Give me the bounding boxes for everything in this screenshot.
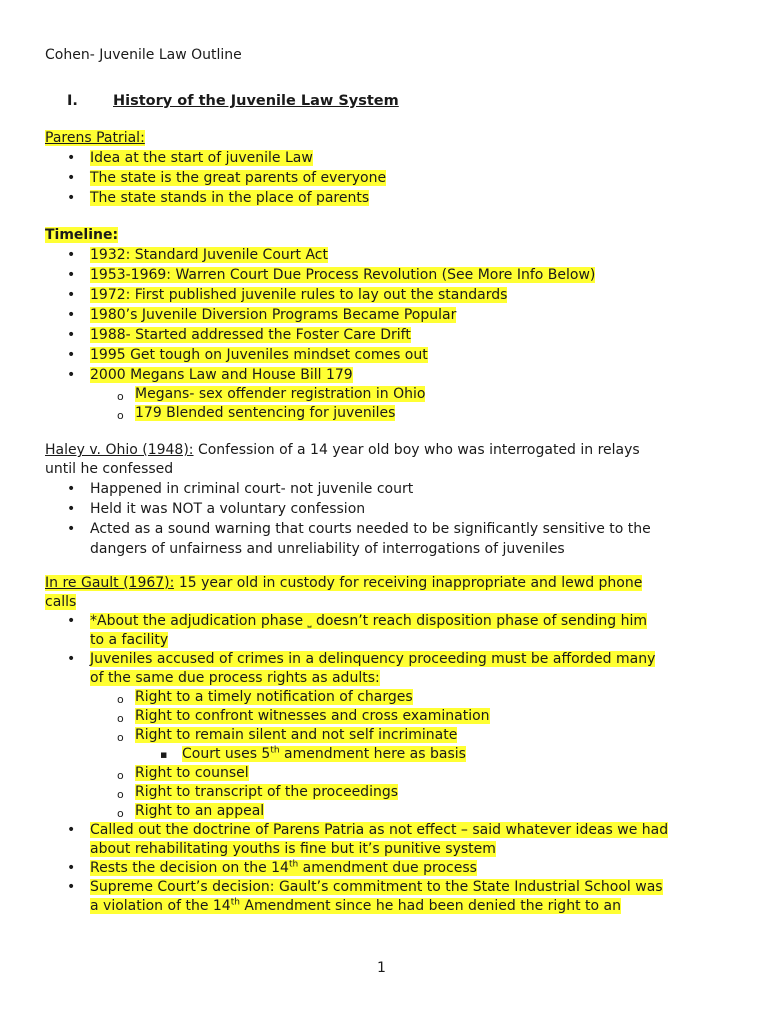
list-item: 1988- Started addressed the Foster Care Drift	[90, 327, 411, 343]
list-subitem: Right to confront witnesses and cross examination	[135, 708, 490, 724]
list-item: The state stands in the place of parents	[90, 190, 370, 206]
section-heading	[67, 93, 399, 109]
list-subitem: Right to a timely notification of charges	[135, 689, 413, 705]
list-item-cont: a violation of the 14th Amendment since he had been denied the right to an	[90, 897, 621, 914]
timeline-heading: Timeline:	[45, 227, 119, 243]
list-item-cont: about rehabilitating youths is fine but it’s punitive system	[90, 841, 496, 857]
list-subitem: Megans- sex offender registration in Ohio	[135, 386, 426, 402]
parens-heading: Parens Patrial:	[45, 130, 145, 146]
list-item: Held it was NOT a voluntary confession	[90, 501, 366, 517]
list-item: 1972: First published juvenile rules to lay out the standards	[90, 287, 508, 303]
list-item: 1953-1969: Warren Court Due Process Revolution (See More Info Below)	[90, 267, 596, 283]
timeline-block	[45, 225, 725, 423]
section-title: History of the Juvenile Law System	[113, 93, 399, 109]
list-item: Called out the doctrine of Parens Patria as not effect – said whatever ideas we had	[90, 822, 669, 838]
list-subsubitem: Court uses 5th amendment here as basis	[182, 745, 466, 762]
list-item: *About the adjudication phase ⎵ doesn’t reach disposition phase of sending him	[90, 613, 648, 629]
section-number: I.	[67, 93, 78, 109]
case-summary-cont: until he confessed	[45, 461, 174, 477]
list-item-cont: of the same due process rights as adults:	[90, 670, 380, 686]
list-item-cont: to a facility	[90, 632, 169, 648]
parens-patrial-block	[45, 128, 725, 208]
list-subitem: Right to remain silent and not self incriminate	[135, 727, 458, 743]
case-name: In re Gault (1967):	[45, 575, 175, 591]
list-item: 2000 Megans Law and House Bill 179	[90, 367, 353, 383]
case-summary-cont: calls	[45, 594, 77, 610]
list-item: Juveniles accused of crimes in a delinquency proceeding must be afforded many	[90, 651, 656, 667]
list-item: Rests the decision on the 14th amendment due process	[90, 859, 477, 876]
list-subitem: Right to counsel	[135, 765, 249, 781]
list-item: The state is the great parents of everyone	[90, 170, 387, 186]
list-item: Idea at the start of juvenile Law	[90, 150, 313, 166]
document-title: Cohen- Juvenile Law Outline	[45, 47, 242, 63]
list-subitem: 179 Blended sentencing for juveniles	[135, 405, 396, 421]
haley-block	[45, 441, 725, 559]
list-item: Supreme Court’s decision: Gault’s commitment to the State Industrial School was	[90, 879, 663, 895]
arrow-symbol: ⎵	[307, 617, 312, 628]
list-item: Happened in criminal court- not juvenile court	[90, 481, 414, 497]
list-subitem: Right to transcript of the proceedings	[135, 784, 399, 800]
list-item: Acted as a sound warning that courts needed to be significantly sensitive to the	[90, 521, 651, 537]
case-name: Haley v. Ohio (1948):	[45, 442, 194, 458]
list-item-cont: dangers of unfairness and unreliability of interrogations of juveniles	[90, 541, 565, 557]
list-subitem: Right to an appeal	[135, 803, 265, 819]
case-summary: Confession of a 14 year old boy who was interrogated in relays	[193, 442, 640, 458]
page-number: 1	[377, 960, 386, 976]
list-item: 1995 Get tough on Juveniles mindset comes out	[90, 347, 428, 363]
case-summary: 15 year old in custody for receiving inappropriate and lewd phone	[174, 575, 643, 591]
gault-block	[45, 574, 725, 916]
list-item: 1932: Standard Juvenile Court Act	[90, 247, 328, 263]
list-item: 1980’s Juvenile Diversion Programs Became Popular	[90, 307, 457, 323]
